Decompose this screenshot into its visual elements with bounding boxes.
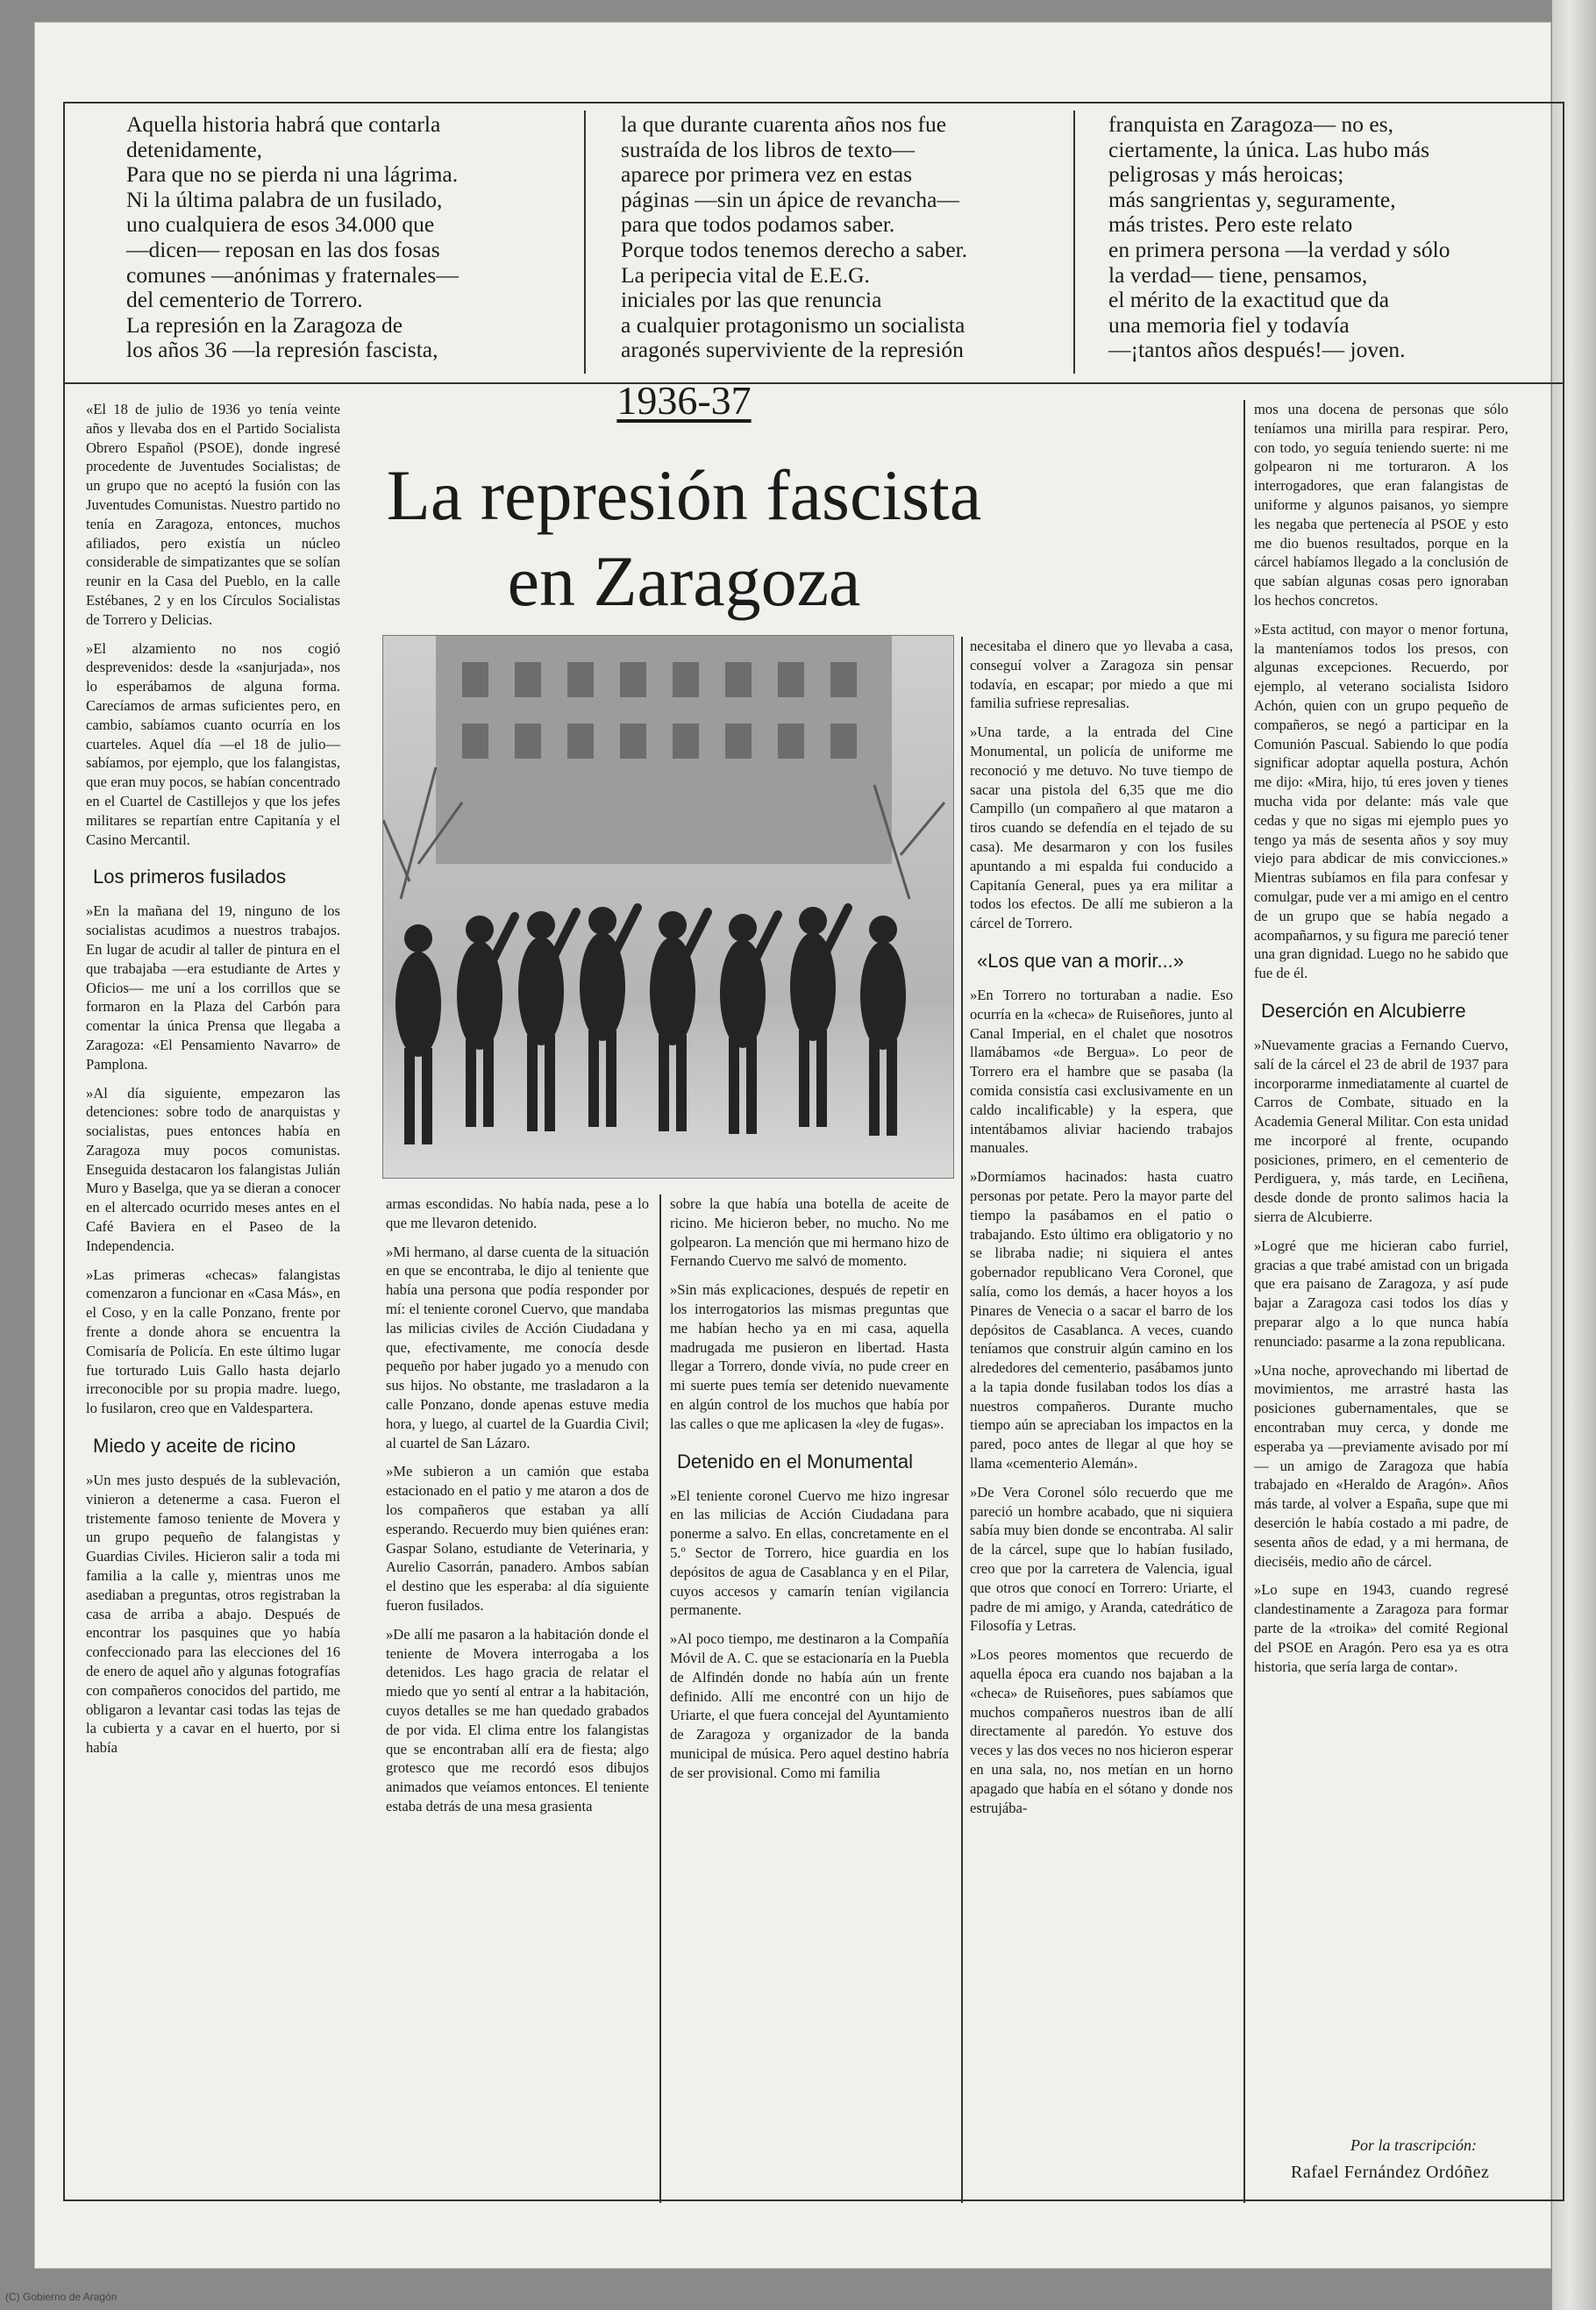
intro-line: franquista en Zaragoza— no es, <box>1108 111 1393 137</box>
intro-line: Aquella historia habrá que contarla <box>126 111 441 137</box>
intro-line: para que todos podamos saber. <box>621 211 895 238</box>
paragraph: »Sin más explicaciones, después de repetir en los interrogatorios las mismas preguntas que me habían hecho ya en mi casa, aquella madrugada me pusieron en libertad. Hasta llegar a Torrero, donde vivía, no pude creer en mi suerte pues temía ser detenido nuevamente en algún control de los muchos que había por las calles o que me aplicasen la «ley de fugas». <box>670 1281 949 1432</box>
subheading: Deserción en Alcubierre <box>1261 999 1466 1022</box>
intro-line: peligrosas y más heroicas; <box>1108 161 1344 188</box>
intro-line: Ni la última palabra de un fusilado, <box>126 186 443 212</box>
paragraph: necesitaba el dinero que yo llevaba a casa, conseguí volver a Zaragoza sin pensar todavía, en escapar; por miedo a que mi familia sufriese represalias. <box>970 638 1233 712</box>
paragraph: mos una docena de personas que sólo teníamos una mirilla para respirar. Pero, con todo, yo seguía teniendo suerte: ni me golpearon ni me torturaron. A los interrogadores, que eran falangistas de uniforme y algunos paisanos, yo siempre les negaba que pertenecía al PSOE y esto me dio buenos resultados, porque en la cárcel habíamos llegado a la conclusión de que sabían algunas cosas pero ignoraban los hechos concretos. <box>1254 401 1508 609</box>
column-rule <box>584 111 586 374</box>
intro-line: una memoria fiel y todavía <box>1108 311 1350 338</box>
paragraph: »Los peores momentos que recuerdo de aquella época era cuando nos bajaban a la «checa» de Ruiseñores, pues sabíamos que muchos compañeros nuestros iban de allí directamente al paredón. Yo estuve dos veces y las dos veces no nos hicieron esperar en una sala, no, nos metían en un horno apagado que había en el sótano y donde nos estrujába- <box>970 1646 1233 1816</box>
paragraph: »En la mañana del 19, ninguno de los socialistas acudimos a nuestros trabajos. En lugar de acudir al taller de pintura en el que trabajaba —era estudiante de Artes y Oficios— me uní a los corrillos que se formaron en la Plaza del Carbón para comentar la única Prensa que llegaba a Zaragoza: «El Pensamiento Navarro» de Pamplona. <box>86 902 340 1073</box>
column-rule <box>961 637 963 2203</box>
photo-image <box>383 636 953 1178</box>
intro-col-1 <box>126 112 574 363</box>
paragraph: »Dormíamos hacinados: hasta cuatro personas por petate. Pero la mayor parte del tiempo la pasábamos en el patio o trabajando. Esto último era obligatorio y no se libraba nadie; ni siquiera el antes gobernador republicano Vera Coronel, que salía, como los demás, a hacer hoyos a los Pinares de Venecia o a sacar el barro de los depósitos de Casablanca. A veces, cuando teníamos que construir algún camino en los alrededores del cementerio, pasábamos junto a la tapia donde fusilaban todos los días a nuestros compañeros. Durante mucho tiempo aún se apreciaban los impactos en la pared, poco antes de llegar al que hoy se llama «cementerio Alemán». <box>970 1168 1233 1472</box>
watermark: (C) Gobierno de Aragón <box>5 2291 118 2303</box>
column-rule <box>1243 400 1245 2203</box>
intro-line: páginas —sin un ápice de revancha— <box>621 186 959 212</box>
column-rule <box>659 1194 661 2203</box>
intro-line: el mérito de la exactitud que da <box>1108 287 1390 313</box>
byline: Rafael Fernández Ordóñez <box>1291 2163 1490 2182</box>
headline-line: en Zaragoza <box>507 541 861 621</box>
paragraph: »Una tarde, a la entrada del Cine Monumental, un policía de uniforme me reconoció y me detuvo. No tuve tiempo de sacar una pistola del 6,35 que me dio Campillo (un compañero al que mataron a tiros cuando se defendía en el tejado de su casa). Me desarmaron y con los fusiles apuntando a mi espalda fui conducido a Capitanía General, pues ya era militar a todos los efectos. De allí me subieron a la cárcel de Torrero. <box>970 724 1233 932</box>
column-rule <box>1073 111 1075 374</box>
paragraph: »Un mes justo después de la sublevación, vinieron a detenerme a casa. Fueron el tristemente famoso teniente de Movera y un grupo pequeño de falangistas y Guardias Civiles. Hicieron salir a toda mi familia a la calle y, mientras unos me asediaban a preguntas, otros registraban la casa de arriba a abajo. Después de encontrar los pasquines que yo había confeccionado para las elecciones del 16 de enero de aquel año y algunas fotografías con compañeros conocidos del partido, me obligaron a levantar casi todas las tejas de la cubierta y a cavar en el huerto, por si había <box>86 1472 340 1757</box>
subheading: «Los que van a morir...» <box>977 949 1185 972</box>
paragraph: »Esta actitud, con mayor o menor fortuna, la manteníamos todos los presos, con algunas excepciones. Recuerdo, por ejemplo, al veterano socialista Isidoro Achón, quien con un grupo pequeño de compañeros, se negó a participar en la Comunión Pascual. Sabiendo lo que podía significar adoptar aquella postura, Achón me dijo: «Mira, hijo, tú eres joven y tienes mucha vida por delante: más vale que cedas y que no sigas mi ejemplo pues yo tengo ya más de sesenta años y soy muy viejo para abdicar de mis convicciones.» Mientras subíamos en fila para confesar y comulgar, pude ver a mi amigo en el centro de un grupo que se había negado a acompañarnos, y su figura me pareció tener una gran dignidad. Luego no he sabido que fue de él. <box>1254 620 1508 982</box>
headline-title <box>368 453 1000 624</box>
intro-line: detenidamente, <box>126 136 263 162</box>
headline-year: 1936-37 <box>616 378 752 423</box>
headline-line: La represión fascista <box>386 455 982 535</box>
intro-line: del cementerio de Torrero. <box>126 287 363 313</box>
body-column-5 <box>1254 400 1508 1686</box>
paragraph: »El alzamiento no nos cogió desprevenidos: desde la «sanjurjada», nos lo esperábamos de alguna forma. Carecíamos de armas suficientes pero, en cambio, sabíamos cuanto ocurría en los cuarteles. Aquel día —el 18 de julio— sabíamos, por ejemplo, que los falangistas, que eran muy pocos, se habían concentrado en el Cuartel de Castillejos y que los jefes militares se repartían entre Capitanía y el Casino Mercantil. <box>86 639 340 848</box>
intro-line: los años 36 —la represión fascista, <box>126 337 438 363</box>
intro-col-2 <box>621 112 1059 363</box>
intro-line: sustraída de los libros de texto— <box>621 136 915 162</box>
paragraph: »Al poco tiempo, me destinaron a la Compañía Móvil de A. C. que se estacionaría en la Puebla de Alfindén donde no había aún un frente definido. Allí me encontré con un hijo de Uriarte, el que fuera concejal del Ayuntamiento de Zaragoza y organizador de la banda municipal de música. Pero aquel destino habría de ser provisional. Como mi familia <box>670 1630 949 1781</box>
newspaper-page <box>35 23 1550 2268</box>
subheading: Los primeros fusilados <box>93 866 287 888</box>
intro-line: —¡tantos años después!— joven. <box>1108 337 1406 363</box>
paragraph: »Al día siguiente, empezaron las detenciones: sobre todo de anarquistas y socialistas, pues entonces había en Zaragoza muy pocos comunistas. Enseguida destacaron los falangistas Julián Muro y Baselga, que ya se dieran a conocer en el altercado ocurrido meses antes en el Café Baviera en el Paseo de la Independencia. <box>86 1084 340 1254</box>
body-column-4 <box>970 637 1233 1827</box>
intro-line: aparece por primera vez en estas <box>621 161 913 188</box>
intro-line: La peripecia vital de E.E.G. <box>621 261 870 288</box>
paragraph: »Una noche, aprovechando mi libertad de movimientos, me arrastré hasta las posiciones gubernamentales, que se encontraban muy cerca, y donde me esperaba ya —previamente avisado por mí— un amigo de Zaragoza que había trabajado en «Heraldo de Aragón». Años más tarde, al volver a España, supe que mi deserción le había costado a mi padre, de sesenta años de edad, y a mi hermana, de dieciséis, medio año de cárcel. <box>1254 1361 1508 1570</box>
transcription-label: Por la trascripción: <box>1350 2136 1477 2154</box>
subheading: Miedo y aceite de ricino <box>93 1435 296 1458</box>
marching-falangists-photo <box>382 635 954 1179</box>
intro-line: La represión en la Zaragoza de <box>126 311 403 338</box>
intro-line: la verdad— tiene, pensamos, <box>1108 261 1368 288</box>
paragraph: »De allí me pasaron a la habitación donde el teniente de Movera interrogaba a los detenidos. Les hago gracia de relatar el miedo que yo sentí al entrar a la habitación, cuyos detalles se me han quedado grabados de por vida. El clima entre los falangistas que se encontraban allí era de fiesta; algo grotesco que me recordó esos dibujos animados que veíamos entonces. El teniente estaba detrás de una mesa grasienta <box>386 1625 649 1814</box>
paragraph: »En Torrero no torturaban a nadie. Eso ocurría en la «checa» de Ruiseñores, junto al Canal Imperial, en el chalet que nosotros llamábamos «de Bergua». Lo peor de Torrero era el hambre que se pasaba (la comida consistía casi exclusivamente en un caldo incalificable) y la espera, que intentábamos aliviar haciendo trabajos manuales. <box>970 986 1233 1157</box>
body-column-1 <box>86 400 340 1767</box>
paragraph: »Me subieron a un camión que estaba estacionado en el patio y me ataron a dos de los compañeros que estaban ya allí esperando. Recuerdo muy bien quiénes eran: Gaspar Solano, estudiante de Veterinaria, y Aurelio Casorrán, panadero. Ambos sabían el destino que les esperaba: al día siguiente fueron fusilados. <box>386 1463 649 1614</box>
intro-col-3 <box>1108 112 1547 363</box>
subheading: Detenido en el Monumental <box>677 1450 914 1472</box>
paragraph: «El 18 de julio de 1936 yo tenía veinte años y llevaba dos en el Partido Socialista Obrero Español (PSOE), donde ingresé procedente de Juventudes Socialistas; de un grupo que no aceptó la fusión con las Juventudes Comunistas. Nuestro partido no tenía en Zaragoza, entonces, muchos afiliados, pero existía un núcleo considerable de simpatizantes que se solían reunir en la Casa del Pueblo, en la calle Estébanes, 2 y en los Círculos Socialistas de Torrero y Delicias. <box>86 401 340 628</box>
body-column-2 <box>386 1194 649 1826</box>
intro-line: iniciales por las que renuncia <box>621 287 882 313</box>
intro-line: aragonés superviviente de la represión <box>621 337 964 363</box>
intro-line: a cualquier protagonismo un socialista <box>621 311 965 338</box>
intro-line: comunes —anónimas y fraternales— <box>126 261 459 288</box>
paragraph: »Las primeras «checas» falangistas comenzaron a funcionar en «Casa Más», en el Coso, y en la calle Ponzano, frente por frente a donde ahora se encuentra la Comisaría de Policía. En este último lugar fue torturado Luis Gallo hasta dejarlo irreconocible por su propia madre. luego, lo fusilaron, creo que en Valdespartera. <box>86 1266 340 1417</box>
intro-line: más sangrientas y, seguramente, <box>1108 186 1396 212</box>
paragraph: armas escondidas. No había nada, pese a lo que me llevaron detenido. <box>386 1195 649 1231</box>
intro-line: en primera persona —la verdad y sólo <box>1108 236 1450 262</box>
intro-line: más tristes. Pero este relato <box>1108 211 1353 238</box>
intro-line: uno cualquiera de esos 34.000 que <box>126 211 435 238</box>
paragraph: »Nuevamente gracias a Fernando Cuervo, salí de la cárcel el 23 de abril de 1937 para incorporarme inmediatamente al cuartel de Carros de Combate, situado en la Academia General Militar. Con esta unidad me incorporé al frente, ocupando posiciones, primero, en el cementerio de Perdiguera, y, más tarde, en Leciñena, desde donde de pronto salimos hacia la sierra de Alcubierre. <box>1254 1036 1508 1226</box>
intro-line: —dicen— reposan en las dos fosas <box>126 236 440 262</box>
body-column-3 <box>670 1194 949 1793</box>
paragraph: »Logré que me hicieran cabo furriel, gracias a que trabé amistad con un brigada que era paisano de Zaragoza, y así pude bajar a Zaragoza casi todos los días y preparar algo a lo que nunca había renunciado: pasarme a la zona republicana. <box>1254 1237 1508 1350</box>
paragraph: sobre la que había una botella de aceite de ricino. Me hicieron beber, no mucho. No me golpearon. La mención que mi hermano hizo de Fernando Cuervo me salvó de momento. <box>670 1195 949 1270</box>
paragraph: »El teniente coronel Cuervo me hizo ingresar en las milicias de Acción Ciudadana para ponerme a salvo. En ellas, concretamente en el 5.º Sector de Torrero, hice guardia en los depósitos de agua de Casablanca y en el Pilar, cuyos accesos y camarín tenían vigilancia permanente. <box>670 1487 949 1619</box>
intro-line: Porque todos tenemos derecho a saber. <box>621 236 968 262</box>
paragraph: »Mi hermano, al darse cuenta de la situación en que se encontraba, le dijo al teniente que había una persona que podía responder por mí: el teniente coronel Cuervo, que mandaba las milicias civiles de Acción Ciudadana y que, efectivamente, me conocía desde pequeño por haber jugado yo a menudo con sus hijos. No obstante, me trasladaron a la calle Ponzano, donde apenas estuve media hora, y luego, al cuartel de la Guardia Civil; al cuartel de San Lázaro. <box>386 1243 649 1451</box>
paragraph: »De Vera Coronel sólo recuerdo que me pareció un hombre acabado, que ni siquiera sabía muy bien donde se encontraba. Al salir de la cárcel, supe que lo habían fusilado, creo que por la carretera de Valencia, igual que otros que conocí en Torrero: Uriarte, el padre de mi amigo, y Aranda, catedrático de Filosofía y Letras. <box>970 1483 1233 1635</box>
intro-line: la que durante cuarenta años nos fue <box>621 111 947 137</box>
paragraph: »Lo supe en 1943, cuando regresé clandestinamente a Zaragoza para formar parte de la «troika» del comité Regional del PSOE en Aragón. Pero esa ya es otra historia, que sería larga de contar». <box>1254 1581 1508 1675</box>
intro-line: Para que no se pierda ni una lágrima. <box>126 161 459 188</box>
intro-line: ciertamente, la única. Las hubo más <box>1108 136 1430 162</box>
